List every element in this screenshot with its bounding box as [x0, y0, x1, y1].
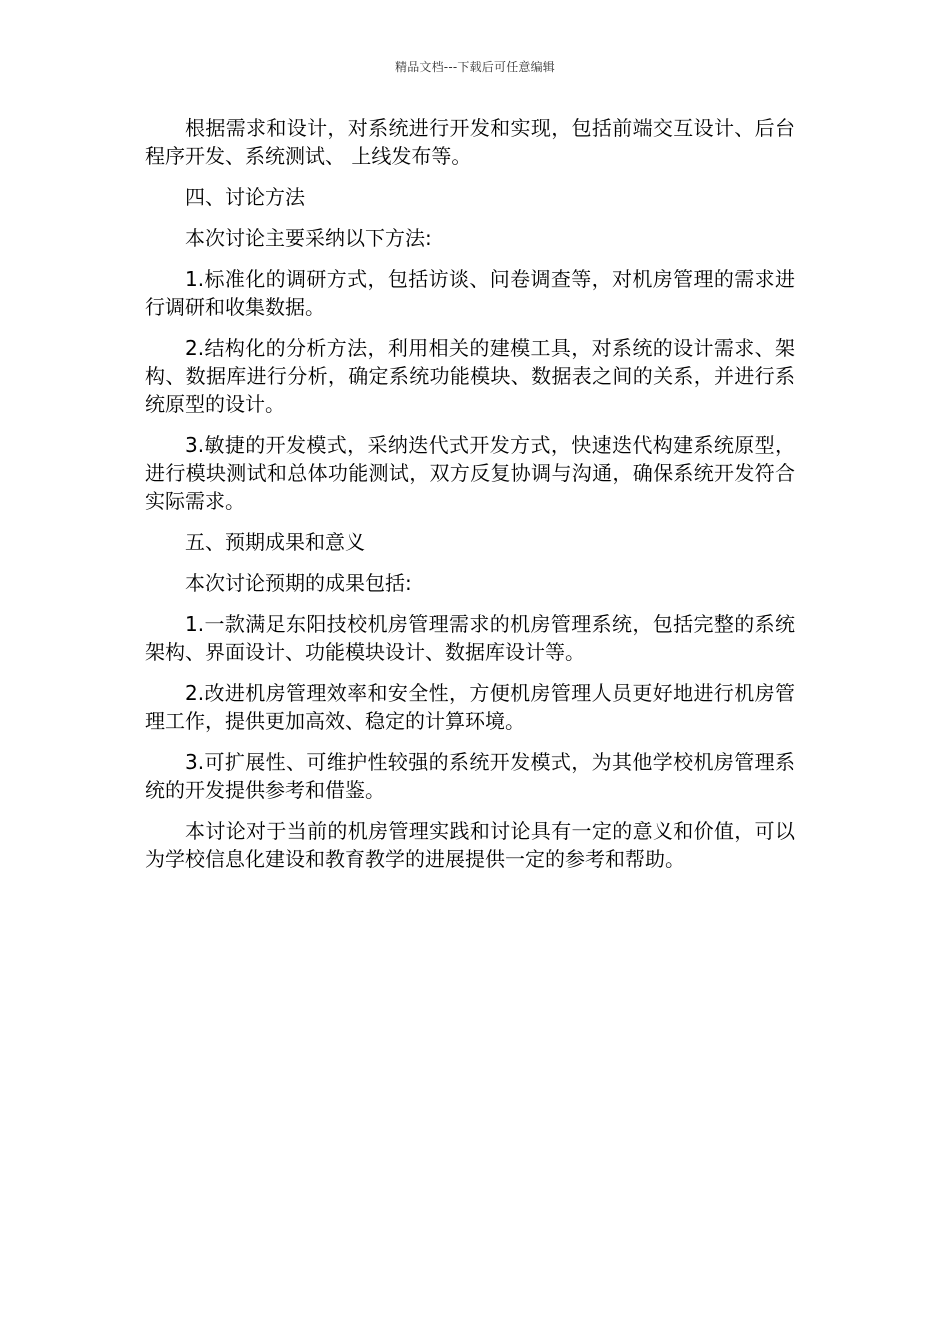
paragraph-outcomes-intro: 本次讨论预期的成果包括: — [185, 571, 412, 595]
paragraph-outcome-3: 3.可扩展性、可维护性较强的系统开发模式，为其他学校机房管理系统的开发提供参考和借鉴。 — [145, 750, 795, 802]
paragraph-outcome-2: 2.改进机房管理效率和安全性，方便机房管理人员更好地进行机房管理工作，提供更加高效、稳定的计算环境。 — [145, 681, 795, 733]
paragraph-method-2: 2.结构化的分析方法，利用相关的建模工具，对系统的设计需求、架构、数据库进行分析，确定系统功能模块、数据表之间的关系，并进行系统原型的设计。 — [145, 336, 795, 416]
section-heading-outcomes: 五、预期成果和意义 — [185, 530, 365, 554]
paragraph-outcome-1: 1.一款满足东阳技校机房管理需求的机房管理系统，包括完整的系统架构、界面设计、功能模块设计、数据库设计等。 — [145, 612, 795, 664]
paragraph-method-1: 1.标准化的调研方式，包括访谈、问卷调查等，对机房管理的需求进行调研和收集数据。 — [145, 267, 795, 319]
paragraph-implementation: 根据需求和设计，对系统进行开发和实现，包括前端交互设计、后台程序开发、系统测试、 上线发布等。 — [145, 116, 795, 168]
paragraph-conclusion: 本讨论对于当前的机房管理实践和讨论具有一定的意义和价值，可以为学校信息化建设和教育教学的进展提供一定的参考和帮助。 — [145, 819, 795, 871]
page-header: 精品文档---下载后可任意编辑 — [395, 60, 555, 74]
paragraph-method-3: 3.敏捷的开发模式，采纳迭代式开发方式，快速迭代构建系统原型，进行模块测试和总体功能测试，双方反复协调与沟通，确保系统开发符合实际需求。 — [145, 433, 795, 513]
document-body — [145, 114, 795, 886]
paragraph-methods-intro: 本次讨论主要采纳以下方法: — [185, 226, 432, 250]
section-heading-methods: 四、讨论方法 — [185, 185, 305, 209]
